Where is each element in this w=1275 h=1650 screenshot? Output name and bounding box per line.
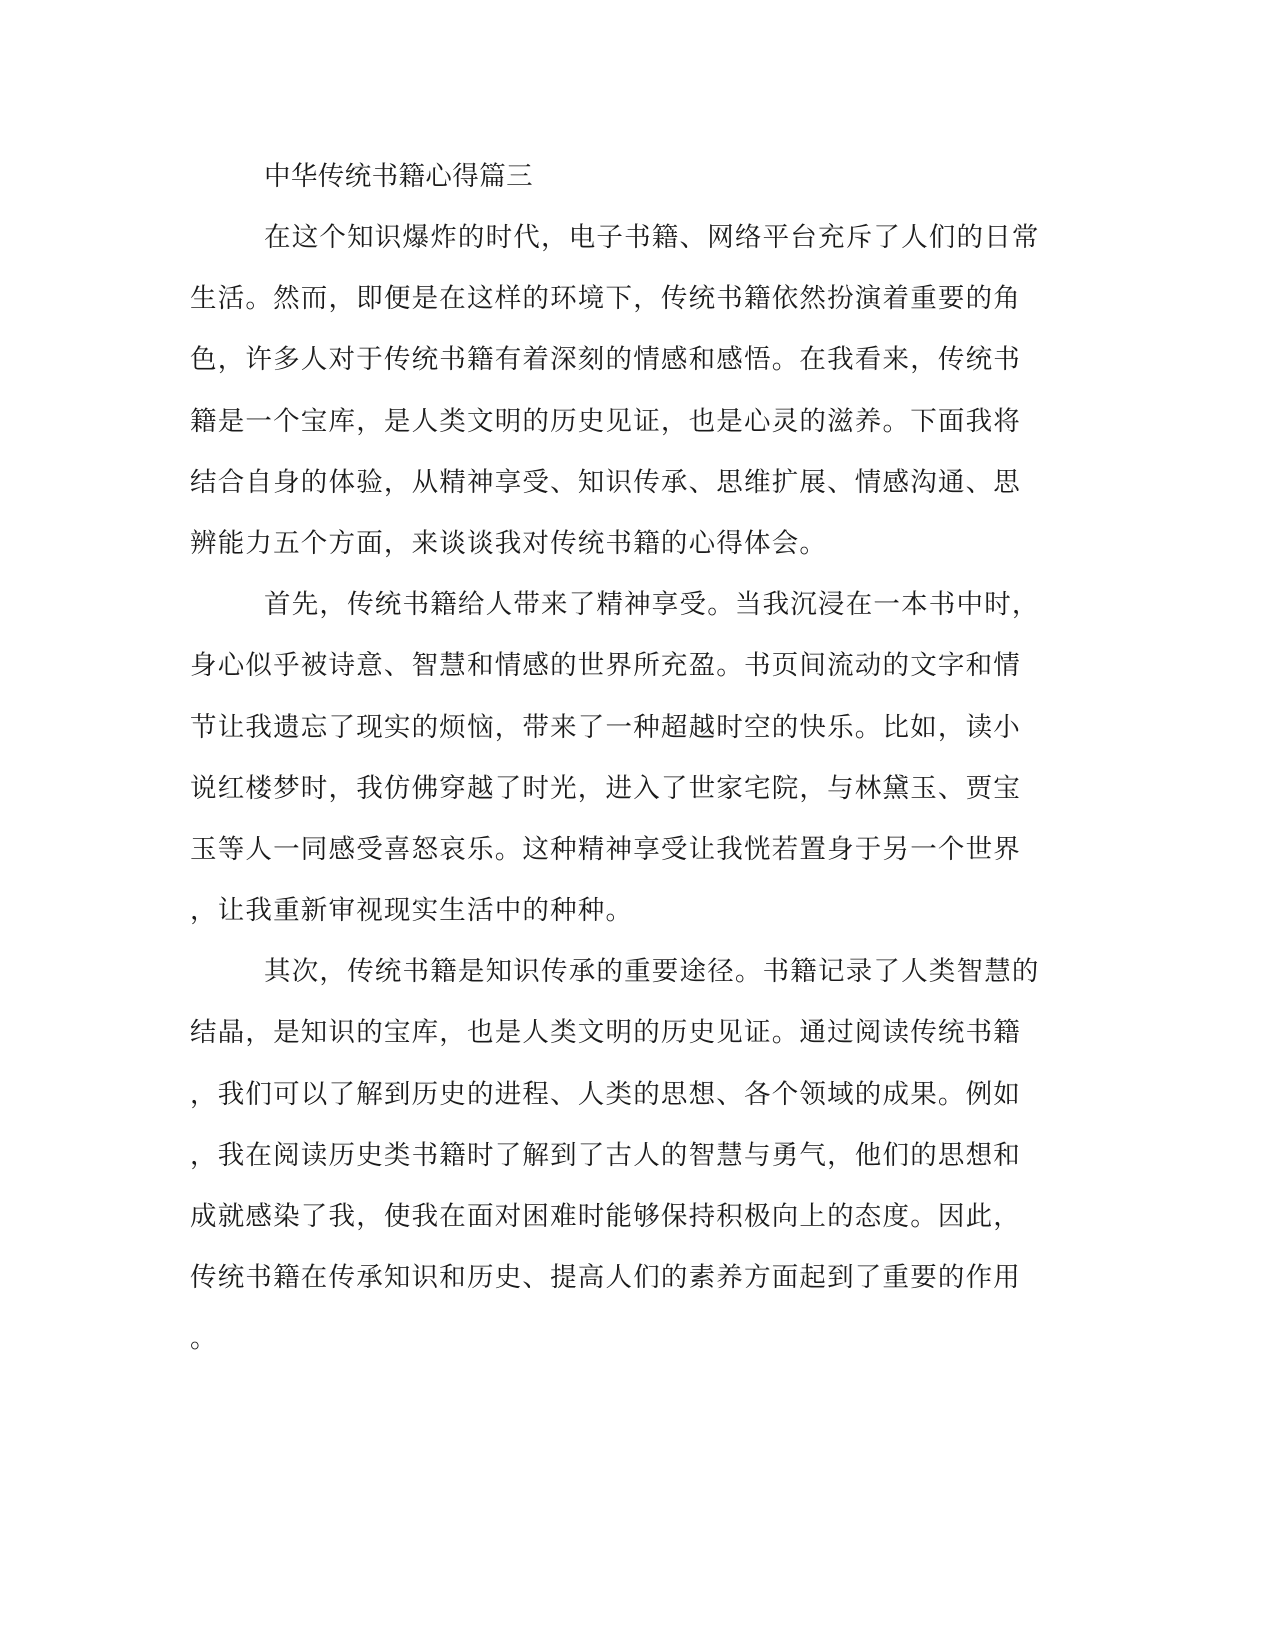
paragraph-2	[190, 589, 1052, 959]
paragraph-line: 结合自身的体验，从精神享受、知识传承、思维扩展、情感沟通、思	[190, 466, 1021, 498]
paragraph-1	[190, 222, 1052, 592]
paragraph-line: ，让我重新审视现实生活中的种种。	[190, 895, 634, 927]
paragraph-line: 节让我遗忘了现实的烦恼，带来了一种超越时空的快乐。比如，读小	[190, 711, 1021, 743]
paragraph-line: 。	[190, 1323, 218, 1355]
document-title: 中华传统书籍心得篇三	[264, 161, 533, 192]
text-column	[190, 161, 1052, 1388]
paragraph-3	[190, 956, 1052, 1387]
paragraph-line: 说红楼梦时，我仿佛穿越了时光，进入了世家宅院，与林黛玉、贾宝	[190, 772, 1021, 804]
paragraph-line: 在这个知识爆炸的时代，电子书籍、网络平台充斥了人们的日常	[264, 222, 1040, 253]
paragraph-line: 籍是一个宝库，是人类文明的历史见证，也是心灵的滋养。下面我将	[190, 405, 1021, 437]
paragraph-line: 成就感染了我，使我在面对困难时能够保持积极向上的态度。因此，	[190, 1201, 1021, 1232]
paragraph-line: 结晶，是知识的宝库，也是人类文明的历史见证。通过阅读传统书籍	[190, 1017, 1021, 1049]
paragraph-line: 生活。然而，即便是在这样的环境下，传统书籍依然扮演着重要的角	[190, 283, 1021, 315]
paragraph-line: 其次，传统书籍是知识传承的重要途径。书籍记录了人类智慧的	[264, 956, 1040, 988]
paragraph-line: 身心似乎被诗意、智慧和情感的世界所充盈。书页间流动的文字和情	[190, 650, 1021, 682]
paragraph-line: 传统书籍在传承知识和历史、提高人们的素养方面起到了重要的作用	[190, 1262, 1021, 1294]
paragraph-line: 辨能力五个方面，来谈谈我对传统书籍的心得体会。	[190, 527, 828, 559]
paragraph-line: 玉等人一同感受喜怒哀乐。这种精神享受让我恍若置身于另一个世界	[190, 833, 1021, 865]
paragraph-line: ，我们可以了解到历史的进程、人类的思想、各个领域的成果。例如	[190, 1078, 1021, 1110]
paragraph-line: ，我在阅读历史类书籍时了解到了古人的智慧与勇气，他们的思想和	[190, 1139, 1021, 1171]
paragraph-line: 首先，传统书籍给人带来了精神享受。当我沉浸在一本书中时，	[264, 589, 1040, 621]
paragraph-line: 色，许多人对于传统书籍有着深刻的情感和感悟。在我看来，传统书	[190, 344, 1021, 376]
